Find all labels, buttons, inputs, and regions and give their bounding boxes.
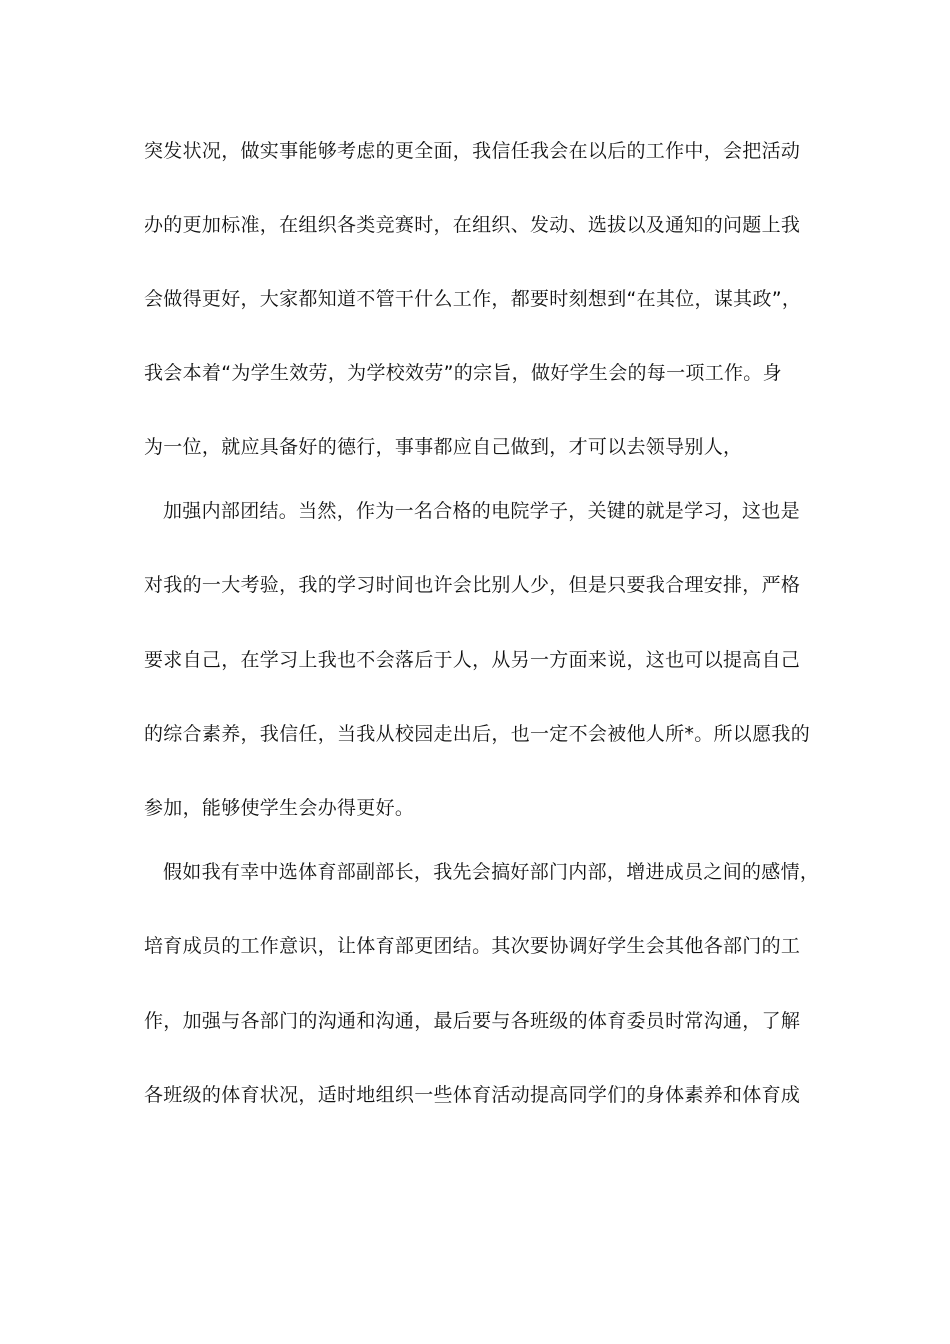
paragraph-line: 办的更加标准，在组织各类竞赛时，在组织、发动、选拔以及通知的问题上我 (144, 214, 801, 236)
paragraph-line: 要求自己，在学习上我也不会落后于人，从另一方面来说，这也可以提高自己 (144, 649, 801, 671)
paragraph-line: 各班级的体育状况，适时地组织一些体育活动提高同学们的身体素养和体育成 (144, 1084, 801, 1106)
paragraph-line: 的综合素养，我信任，当我从校园走出后，也一定不会被他人所*。所以愿我的 (144, 723, 811, 745)
paragraph-line: 作，加强与各部门的沟通和沟通，最后要与各班级的体育委员时常沟通，了解 (144, 1010, 801, 1032)
paragraph-line: 我会本着“为学生效劳，为学校效劳”的宗旨，做好学生会的每一项工作。身 (144, 362, 782, 384)
paragraph-line: 对我的一大考验，我的学习时间也许会比别人少，但是只要我合理安排，严格 (144, 574, 801, 596)
paragraph-line: 突发状况，做实事能够考虑的更全面，我信任我会在以后的工作中，会把活动 (144, 140, 801, 162)
paragraph-line: 培育成员的工作意识，让体育部更团结。其次要协调好学生会其他各部门的工 (144, 935, 801, 957)
paragraph-line: 加强内部团结。当然，作为一名合格的电院学子，关键的就是学习，这也是 (163, 500, 800, 522)
paragraph-line: 假如我有幸中选体育部副部长，我先会搞好部门内部，增进成员之间的感情， (163, 861, 820, 883)
paragraph-line: 为一位，就应具备好的德行，事事都应自己做到，才可以去领导别人， (144, 436, 743, 458)
paragraph-line: 会做得更好，大家都知道不管干什么工作，都要时刻想到“在其位，谋其政”， (144, 288, 802, 310)
paragraph-line: 参加，能够使学生会办得更好。 (144, 797, 415, 819)
